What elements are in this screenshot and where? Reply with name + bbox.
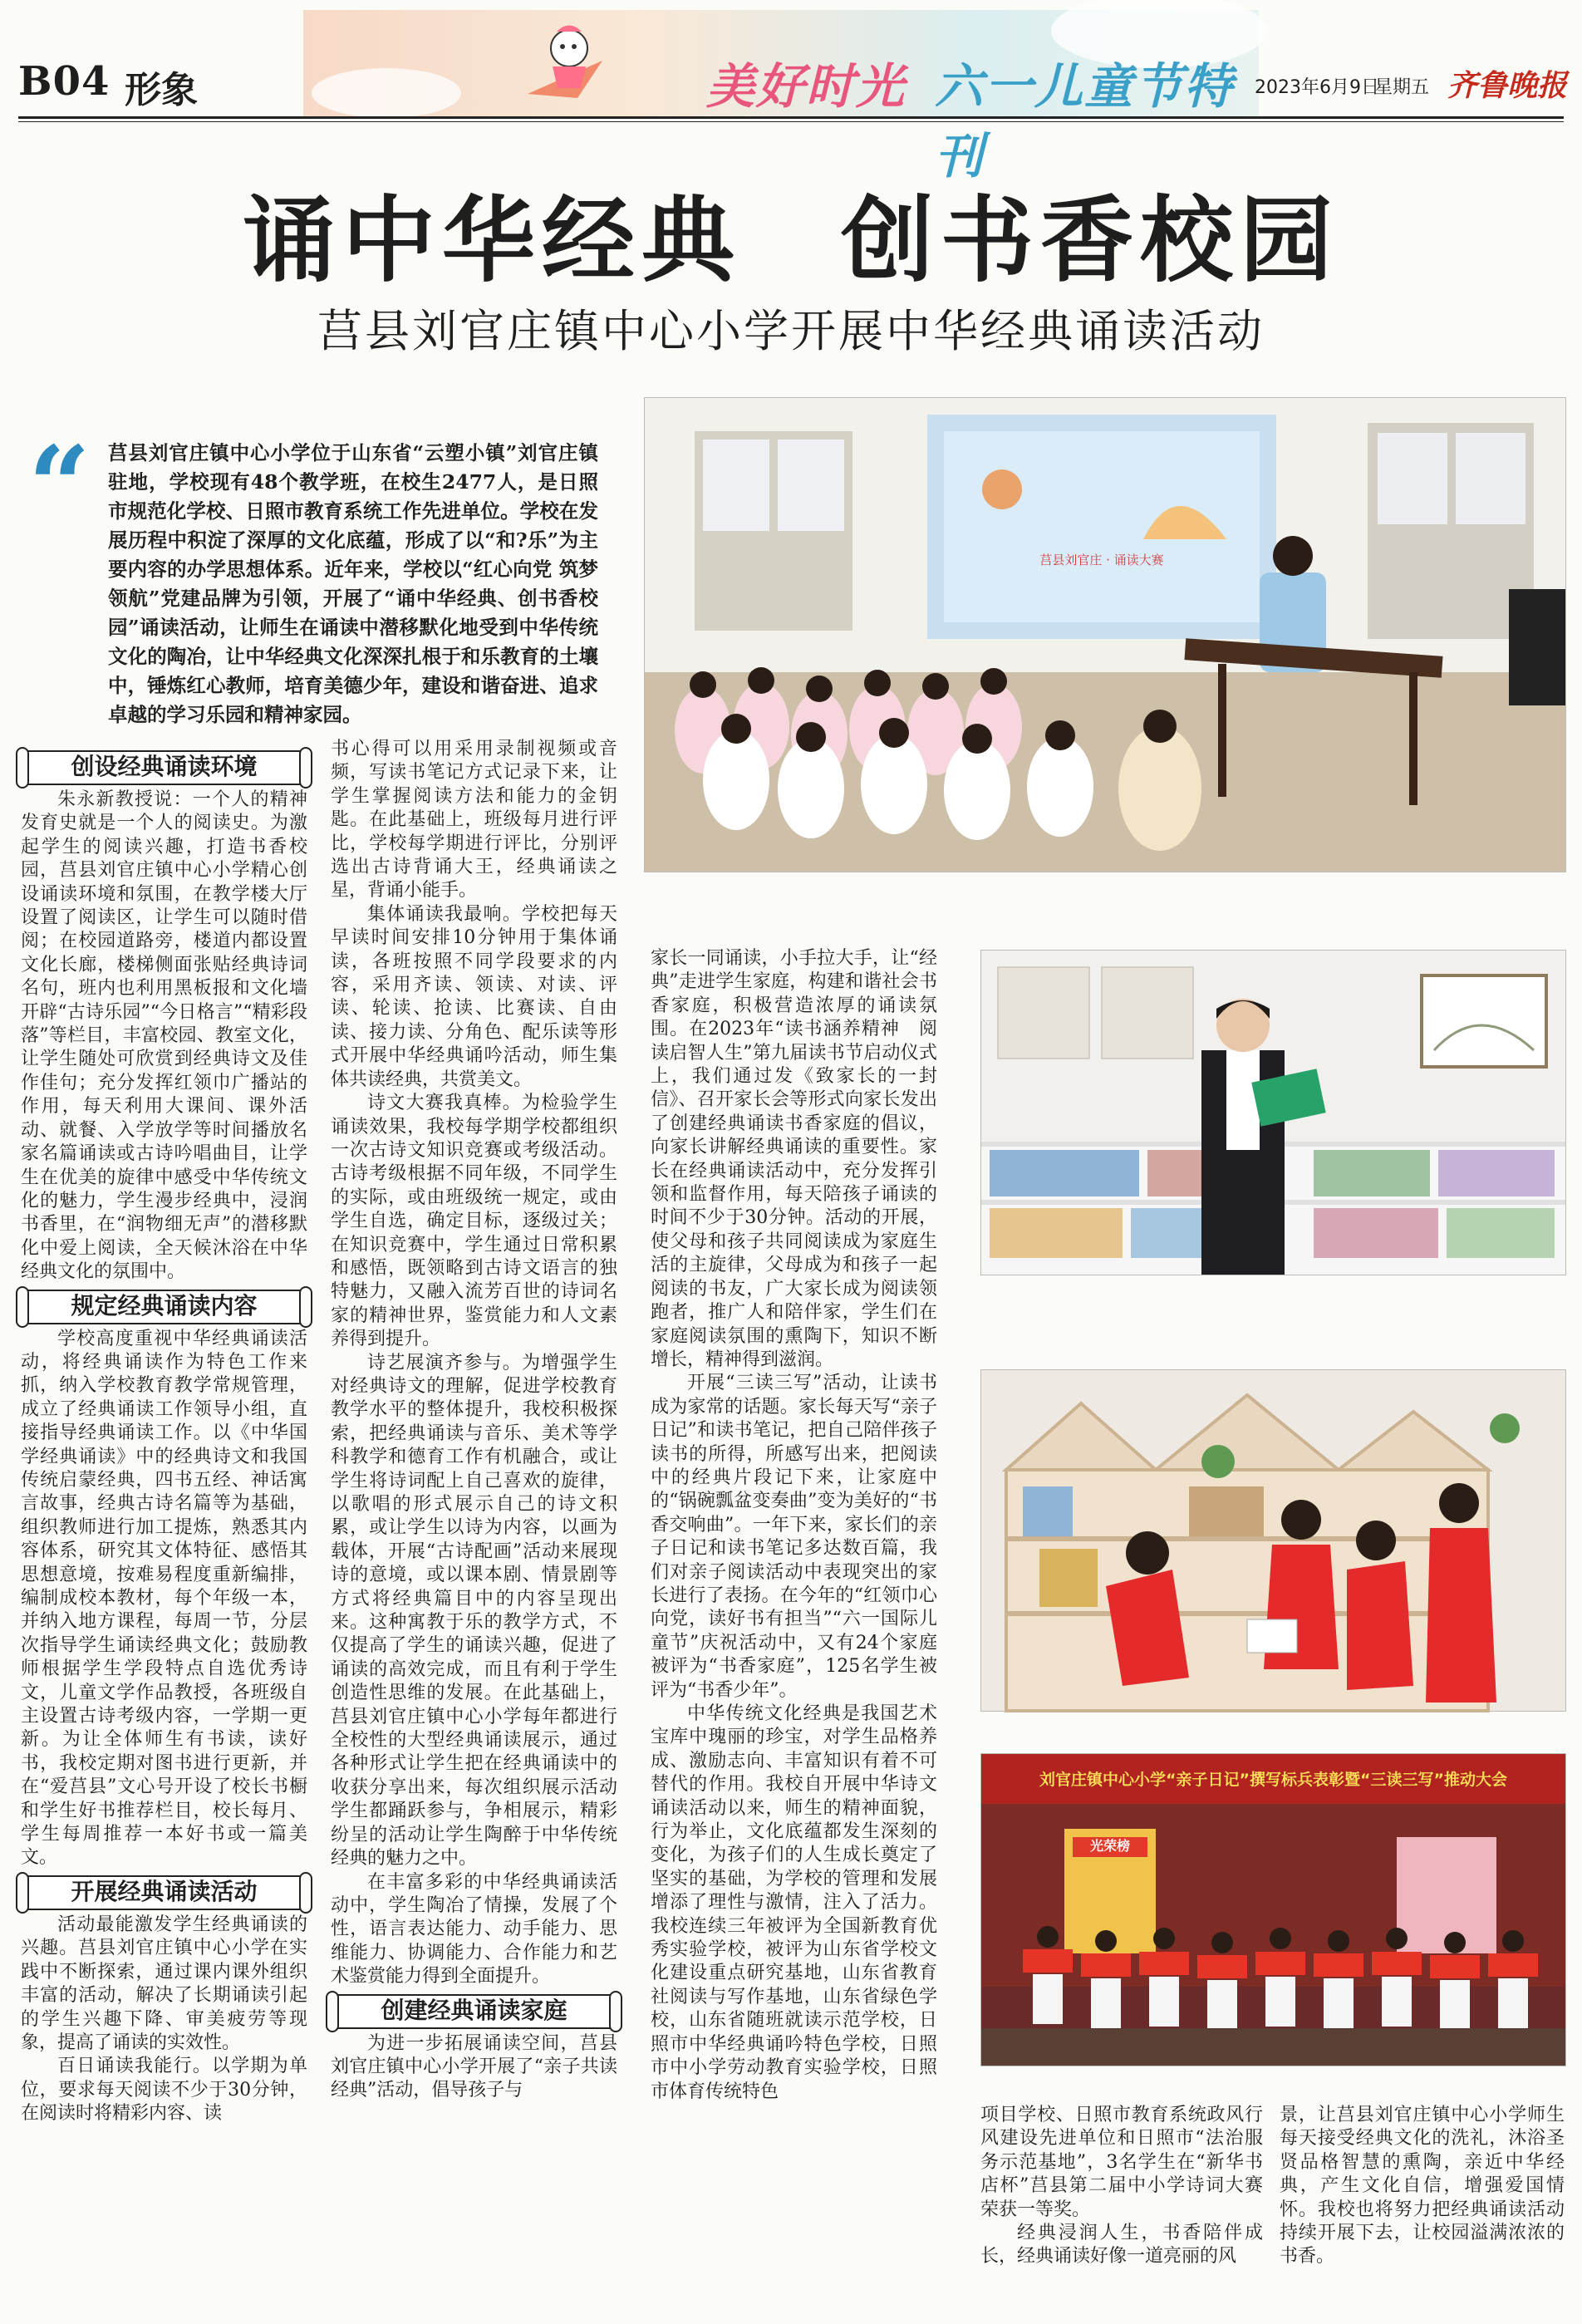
paragraph: 项目学校、日照市教育系统政风行风建设先进单位和日照市“法治服务示范基地”，3名学生在“新华书店杯”莒县第二届中小学诗词大赛荣获一等奖。 xyxy=(980,2105,1263,2220)
recital-illustration xyxy=(645,398,1565,872)
paragraph: 开展“三读三写”活动，让读书成为家常的话题。家长每天写“亲子日记”和读书笔记，把自己陪伴孩子读书的所得，所感写出来，把阅读中的经典片段记下来，让家庭中的“锅碗瓢盆变奏曲”变为美好的“书香交响曲”。一年下来，家长们的亲子日记和读书笔记多达数百篇，我们对亲子阅读活动中表现突出的家长进行了表扬。在今年的“红领巾心向党，读好书有担当”“六一国际儿童节”庆祝活动中，又有24个家庭被评为“书香家庭”，125名学生被评为“书香少年”。 xyxy=(651,1373,937,1701)
paragraph: 为进一步拓展诵读空间，莒县刘官庄镇中心小学开展了“亲子共读经典”活动，倡导孩子与 xyxy=(331,2032,617,2101)
special-issue-banner xyxy=(303,10,1259,184)
paragraph: 学校高度重视中华经典诵读活动，将经典诵读作为特色工作来抓，纳入学校教育教学常规管理，成立了经典诵读工作领导小组，直接指导经典诵读工作。以《中华国学经典诵读》中的经典诗文和我国传统启蒙经典，四书五经、神话寓言故事，经典古诗名篇等为基础，组织教师进行加工提炼，熟悉其内容体系，研究其文体特征、感悟其思想意境，按难易程度重新编排，编制成校本教材，每个年级一本，并纳入地方课程，每周一节，分层次指导学生诵读经典文化；鼓励教师根据学生学段特点自选优秀诗文，儿童文学作品教授，各班级自主设置古诗考级内容，一学期一更新。为让全体师生有书读，读好书，我校定期对图书进行更新，并在“爱莒县”文心号开设了校长书橱和学生好书推荐栏目，校长每月、学生每周推荐一本好书或一篇美文。 xyxy=(21,1328,307,1869)
paragraph: 中华传统文化经典是我国艺术宝库中瑰丽的珍宝，对学生品格养成、激励志向、丰富知识有着不可替代的作用。我校自开展中华诗文诵读活动以来，师生的精神面貌，行为举止，文化底蕴都发生深刻的变化，为孩子们的人生成长奠定了坚实的基础，为学校的管理和发展增添了理性与激情，注入了活力。我校连续三年被评为全国新教育优秀实验学校，被评为山东省学校文化建设重点研究基地，山东省教育社阅读与写作基地，山东省绿色学校，山东省随班就读示范学校，日照市中华经典诵吟特色学校，日照市中小学劳动教育实验学校，日照市体育传统特色 xyxy=(651,1703,937,2102)
paragraph: 活动最能激发学生经典诵读的兴趣。莒县刘官庄镇中心小学在实践中不断探索，通过课内课外组织丰富的活动，解决了长期诵读引起的学生兴趣下降、审美疲劳等现象，提高了诵读的实效性。 xyxy=(21,1914,307,2053)
rocket-girl-illustration xyxy=(519,15,619,106)
paragraph: 经典浸润人生，书香陪伴成长，经典诵读好像一道亮丽的风 xyxy=(980,2223,1263,2267)
header-rule-thin xyxy=(18,121,1564,122)
article-column-4 xyxy=(980,2104,1263,2269)
teacher-illustration xyxy=(981,951,1565,1275)
section-heading: 创建经典诵读家庭 xyxy=(331,1994,617,2029)
article-column-1 xyxy=(21,745,307,2126)
paragraph: 景，让莒县刘官庄镇中心小学师生每天接受经典文化的洗礼，沐浴圣贤品格智慧的熏陶，亲近中华经典，产生文化自信，增强爱国情怀。我校也将努力把经典诵读活动持续开展下去，让校园溢满浓浓的书香。 xyxy=(1280,2105,1565,2267)
header-rule xyxy=(18,116,1564,119)
article-column-3 xyxy=(651,947,937,2104)
article-subtitle: 莒县刘官庄镇中心小学开展中华经典诵读活动 xyxy=(317,305,1265,357)
section-heading: 创设经典诵读环境 xyxy=(21,750,307,785)
newspaper-masthead: 齐鲁晚报 xyxy=(1447,68,1568,103)
photo-teacher-reading xyxy=(980,950,1566,1275)
section-heading: 开展经典诵读活动 xyxy=(21,1875,307,1910)
photo-award-ceremony xyxy=(980,1753,1566,2066)
ceremony-banner-text: 刘官庄镇中心小学“亲子日记”撰写标兵表彰暨“三读三写”推动大会 xyxy=(1039,1771,1507,1789)
issue-weekday: 星期五 xyxy=(1374,77,1430,98)
issue-date: 2023年6月9日 xyxy=(1255,77,1379,98)
paragraph: 家长一同诵读，小手拉大手，让“经典”走进学生家庭，构建和谐社会书香家庭，积极营造浓厚的诵读氛围。在2023年“读书涵养精神 阅读启智人生”第九届读书节启动仪式上，我们通过发《致家长的一封信》、召开家长会等形式向家长发出了创建经典诵读书香家庭的倡议，向家长讲解经典诵读的重要性。家长在经典诵读活动中，充分发挥引领和监督作用，每天陪孩子诵读的时间不少于30分钟。活动的开展，使父母和孩子共同阅读成为家庭生活的主旋律，父母成为和孩子一起阅读的书友，广大家长成为阅读领跑者，推广人和陪伴家，学生们在家庭阅读氛围的熏陶下，知识不断增长，精神得到滋润。 xyxy=(651,948,937,1370)
article-lead: 莒县刘官庄镇中心小学位于山东省“云塑小镇”刘官庄镇驻地，学校现有48个教学班，在校生2477人，是日照市规范化学校、日照市教育系统工作先进单位。学校在发展历程中积淀了深厚的文化底蕴，形成了以“和?乐”为主要内容的办学思想体系。近年来，学校以“红心向党 筑梦领航”党建品牌为引领，开展了“诵中华经典、创书香校园”诵读活动，让师生在诵读中潜移默化地受到中华传统文化的陶冶，让中华经典文化深深扎根于和乐教育的土壤中，锤炼红心教师，培育美德少年，建设和谐奋进、追求卓越的学习乐园和精神家园。 xyxy=(108,441,598,726)
paragraph: 朱永新教授说：一个人的精神发育史就是一个人的阅读史。为激起学生的阅读兴趣，打造书香校园，莒县刘官庄镇中心小学精心创设诵读环境和氛围，在教学楼大厅设置了阅读区，让学生可以随时借阅；在校园道路旁，楼道内都设置文化长廊，楼梯侧面张贴经典诗词名句，班内也利用黑板报和文化墙开辟“古诗乐园”“今日格言”“精彩段落”等栏目，丰富校园、教室文化，让学生随处可欣赏到经典诗文及佳作佳句；充分发挥红领巾广播站的作用，每天利用大课间、课外活动、就餐、入学放学等时间播放名家名篇诵读或古诗吟唱曲目，让学生在优美的旋律中感受中华传统文化的魅力，学生漫步经典中，浸润书香里，在“润物细无声”的潜移默化中爱上阅读，全天候沐浴在中华经典文化的氛围中。 xyxy=(21,789,307,1283)
bookshelf-illustration xyxy=(981,1370,1565,1711)
article-column-2 xyxy=(331,738,617,2103)
article-title: 诵中华经典 创书香校园 xyxy=(243,186,1339,295)
photo-recital-stage xyxy=(644,397,1566,872)
paragraph: 集体诵读我最响。学校把每天早读时间安排10分钟用于集体诵读，各班按照不同学段要求的内容，采用齐读、领读、对读、评读、轮读、抢读、比赛读、自由读、接力读、分角色、配乐读等形式开展中华经典诵吟活动，师生集体共读经典，共赏美文。 xyxy=(331,903,617,1090)
honor-board-text: 光荣榜 xyxy=(1089,1838,1130,1854)
photo-students-bookshelf xyxy=(980,1369,1566,1712)
section-name: 形象 xyxy=(125,69,198,111)
section-heading: 规定经典诵读内容 xyxy=(21,1290,307,1324)
banner-title: 美好时光 xyxy=(706,58,906,115)
paragraph: 百日诵读我能行。以学期为单位，要求每天阅读不少于30分钟，在阅读时将精彩内容、读 xyxy=(21,2056,307,2125)
paragraph: 在丰富多彩的中华经典诵读活动中，学生陶冶了情操，发展了个性，语言表达能力、动手能力、思维能力、协调能力、合作能力和艺术鉴赏能力得到全面提升。 xyxy=(331,1871,617,1987)
quote-mark-icon: “ xyxy=(28,422,91,549)
banner-subtitle: 六一儿童节特刊 xyxy=(935,58,1235,184)
page-number: B04 xyxy=(18,58,111,105)
paragraph: 书心得可以用采用录制视频或音频，写读书笔记方式记录下来，让学生掌握阅读方法和能力的金钥匙。在此基础上，班级每月进行评比，学校每学期进行评比，分别评选出古诗背诵大王，经典诵读之星，背诵小能手。 xyxy=(331,739,617,902)
paragraph: 诗文大赛我真棒。为检验学生诵读效果，我校每学期学校都组织一次古诗文知识竞赛或考级活动。古诗考级根据不同年级，不同学生的实际，或由班级统一规定，或由学生自选，确定目标，逐级过关；在知识竞赛中，学生通过日常积累和感悟，既领略到古诗文语言的独特魅力，又融入流芳百世的诗词名家的精神世界，鉴赏能力和人文素养得到提升。 xyxy=(331,1093,617,1350)
article-column-5 xyxy=(1280,2104,1565,2269)
screen-text: 莒县刘官庄 · 诵读大赛 xyxy=(1039,553,1164,567)
ceremony-illustration xyxy=(981,1754,1565,2066)
paragraph: 诗艺展演齐参与。为增强学生对经典诗文的理解，促进学校教育教学水平的整体提升，我校积极探索，把经典诵读与音乐、美术等学科教学和德育工作有机融合，或让学生将诗词配上自己喜欢的旋律，以歌唱的形式展示自己的诗文积累，或让学生以诗为内容，以画为载体，开展“古诗配画”活动来展现诗的意境，或以课本剧、情景剧等方式将经典篇目中的内容呈现出来。这种寓教于乐的教学方式，不仅提高了学生的诵读兴趣，促进了诵读的高效完成，而且有利于学生创造性思维的发展。在此基础上，莒县刘官庄镇中心小学每年都进行全校性的大型经典诵读展示，通过各种形式让学生把在经典诵读中的收获分享出来，每次组织展示活动学生都踊跃参与，争相展示，精彩纷呈的活动让学生陶醉于中华传统经典的魅力之中。 xyxy=(331,1352,617,1870)
